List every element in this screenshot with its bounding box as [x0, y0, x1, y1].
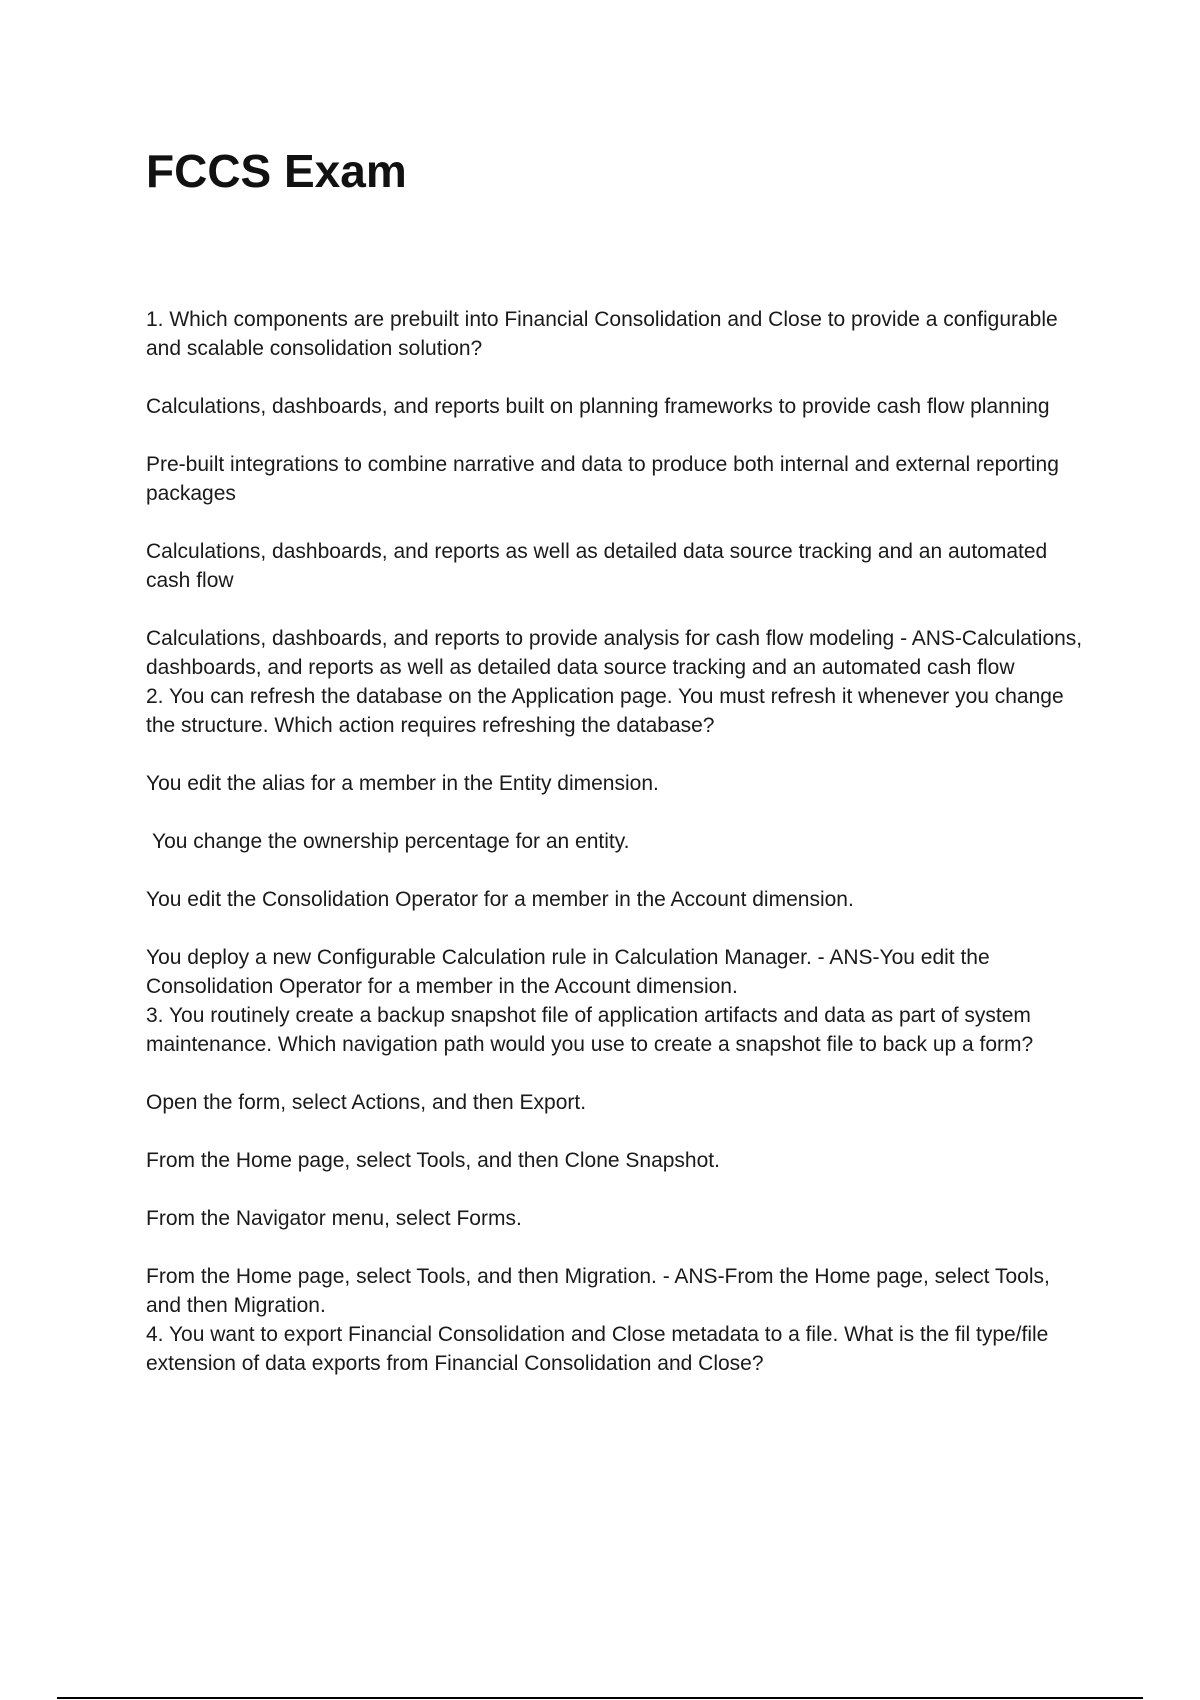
question-4: 4. You want to export Financial Consolidation and Close metadata to a file. What is the fil type/file extension of data exports from Financial Consolidation and Close? — [146, 1323, 1049, 1375]
question-3: 3. You routinely create a backup snapshot file of application artifacts and data as part of system maintenance. Which navigation path would you use to create a snapshot file to back up a form? — [146, 1004, 1034, 1056]
page-title: FCCS Exam — [146, 145, 407, 197]
answer-option: You change the ownership percentage for an entity. — [152, 830, 630, 853]
footer-divider — [57, 1697, 1143, 1699]
answer-option: From the Home page, select Tools, and then Clone Snapshot. — [146, 1149, 720, 1172]
answer-option-with-key: Calculations, dashboards, and reports to provide analysis for cash flow modeling - ANS-Calculations, dashboards, and reports as well as detailed data source tracking and an automated cash flow — [146, 627, 1083, 679]
answer-option-with-key: You deploy a new Configurable Calculation rule in Calculation Manager. - ANS-You edit the Consolidation Operator for a member in the Account dimension. — [146, 946, 990, 998]
document-body — [146, 305, 1086, 1407]
question-2: 2. You can refresh the database on the Application page. You must refresh it whenever you change the structure. Which action requires refreshing the database? — [146, 685, 1064, 737]
answer-option: Pre-built integrations to combine narrative and data to produce both internal and external reporting packages — [146, 453, 1059, 505]
answer-option: Calculations, dashboards, and reports built on planning frameworks to provide cash flow planning — [146, 395, 1050, 418]
question-1: 1. Which components are prebuilt into Financial Consolidation and Close to provide a configurable and scalable consolidation solution? — [146, 308, 1058, 360]
answer-option: You edit the Consolidation Operator for a member in the Account dimension. — [146, 888, 854, 911]
answer-option: Calculations, dashboards, and reports as well as detailed data source tracking and an automated cash flow — [146, 540, 1048, 592]
answer-option: From the Navigator menu, select Forms. — [146, 1207, 522, 1230]
answer-option-with-key: From the Home page, select Tools, and then Migration. - ANS-From the Home page, select Tools, and then Migration. — [146, 1265, 1050, 1317]
answer-option: You edit the alias for a member in the Entity dimension. — [146, 772, 659, 795]
answer-option: Open the form, select Actions, and then Export. — [146, 1091, 587, 1114]
